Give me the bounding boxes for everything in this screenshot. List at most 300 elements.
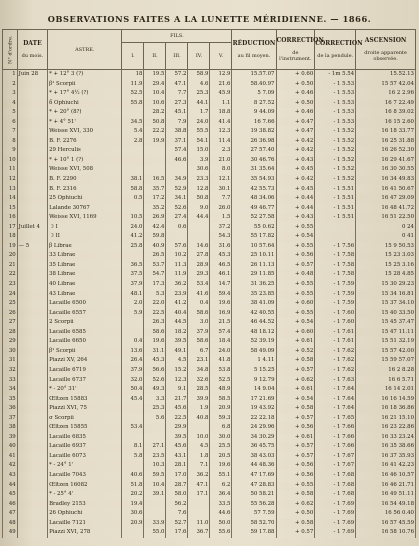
row-fil-iii: 39.5 — [166, 433, 188, 443]
header-correction-instrument — [276, 30, 324, 70]
table-row — [3, 146, 416, 156]
row-fil-ii: 25.3 — [144, 404, 166, 414]
header-date-sub: du mois. — [21, 52, 44, 59]
row-fil-v: 45.9 — [210, 89, 232, 99]
row-fil-iv: 29.3 — [188, 270, 210, 280]
row-order-number: 5 — [3, 108, 18, 118]
row-order-number: 18 — [3, 232, 18, 242]
row-date — [17, 385, 47, 395]
row-fil-ii: 5.6 — [144, 414, 166, 424]
row-star-name: 35 Librae — [48, 261, 122, 271]
table-row — [3, 213, 416, 223]
row-fil-v: 45.3 — [210, 251, 232, 261]
row-ascension: 15 9 50.53 — [356, 242, 416, 252]
row-fil-v: 2.3 — [210, 146, 232, 156]
row-fil-i: 37.9 — [122, 280, 144, 290]
row-fil-ii: 35.2 — [144, 204, 166, 214]
row-order-number: 17 — [3, 223, 18, 233]
row-correction-pendule: - 1 7.68 — [315, 481, 356, 491]
row-reduction: 55 0.62 — [232, 223, 276, 233]
row-fil-v: 12.9 — [210, 70, 232, 80]
row-reduction: 25 10.11 — [232, 251, 276, 261]
row-reduction: 10 57.64 — [232, 242, 276, 252]
row-fil-iii: 23.9 — [166, 290, 188, 300]
row-date — [17, 251, 47, 261]
row-fil-ii: 33.9 — [144, 519, 166, 529]
row-fil-v: 18.4 — [210, 337, 232, 347]
row-star-name: Weisse XVI, 508 — [48, 165, 122, 175]
row-fil-i: 30.6 — [122, 509, 144, 519]
table-row — [3, 347, 416, 357]
row-ascension: 16 49 51.11 — [356, 490, 416, 500]
table-row — [3, 299, 416, 309]
row-date: — 5 — [17, 242, 47, 252]
row-fil-iv: 15.0 — [188, 146, 210, 156]
row-fil-iv: 7.1 — [188, 461, 210, 471]
header-order: N° d'ordre. — [3, 30, 18, 70]
row-reduction: 48 34.06 — [232, 194, 276, 204]
row-fil-i — [122, 433, 144, 443]
header-reduction — [232, 30, 276, 70]
row-star-name: B. F. 2316 — [48, 185, 122, 195]
row-order-number: 24 — [3, 290, 18, 300]
row-star-name: β Librae — [48, 242, 122, 252]
row-reduction: 47 28.83 — [232, 481, 276, 491]
row-fil-iii: 4.5 — [166, 356, 188, 366]
row-reduction: 15.57.07 — [232, 70, 276, 80]
row-fil-v: 6.2 — [210, 481, 232, 491]
header-reduction-sub: au fil moyen. — [237, 52, 271, 59]
row-star-name: Weisse XVI, 330 — [48, 127, 122, 137]
row-correction-pendule: - 1 7.58 — [315, 251, 356, 261]
table-row — [3, 108, 416, 118]
header-fil-iv: IV. — [188, 43, 210, 70]
row-ascension: 15 25 3.16 — [356, 261, 416, 271]
row-date — [17, 270, 47, 280]
row-correction-pendule: - 1 5.51 — [315, 204, 356, 214]
row-ascension: 15 37 34.10 — [356, 299, 416, 309]
table-row — [3, 423, 416, 433]
row-star-name: Piazzi XV, 264 — [48, 356, 122, 366]
row-fil-ii: 10.6 — [144, 99, 166, 109]
row-correction-instrument: + 0.47 — [276, 118, 315, 128]
observations-table — [2, 29, 416, 538]
row-correction-instrument: + 0.42 — [276, 137, 315, 147]
row-fil-iii: 45.1 — [166, 108, 188, 118]
row-date — [17, 471, 47, 481]
row-date — [17, 461, 47, 471]
row-date — [17, 442, 47, 452]
row-fil-iii: 12.3 — [166, 376, 188, 386]
row-fil-iii: 52.7 — [166, 519, 188, 529]
row-correction-instrument: + 0.60 — [276, 328, 315, 338]
row-star-name: β¹ Scorpii — [48, 347, 122, 357]
row-ascension: 16 30 30.55 — [356, 165, 416, 175]
row-fil-iv: 23.1 — [188, 356, 210, 366]
row-star-name: * - 24° 1' — [48, 461, 122, 471]
row-fil-ii: 42.4 — [144, 223, 166, 233]
row-correction-instrument: + 0.54 — [276, 395, 315, 405]
row-correction-pendule: - 1 7.62 — [315, 366, 356, 376]
row-fil-iv — [188, 500, 210, 510]
table-row — [3, 509, 416, 519]
row-fil-v: 59.4 — [210, 290, 232, 300]
row-order-number: 35 — [3, 395, 18, 405]
row-fil-iii: 29.9 — [166, 423, 188, 433]
row-date — [17, 290, 47, 300]
row-date — [17, 519, 47, 529]
row-correction-pendule: - 1 7.69 — [315, 528, 356, 538]
row-fil-iii: 10.2 — [166, 251, 188, 261]
row-fil-iv: 0.4 — [188, 299, 210, 309]
row-fil-i: 24.0 — [122, 223, 144, 233]
row-correction-instrument: + 0.55 — [276, 223, 315, 233]
row-fil-iii: 17.0 — [166, 471, 188, 481]
row-correction-pendule: - 1 7.60 — [315, 309, 356, 319]
row-fil-iv: 3.0 — [188, 318, 210, 328]
row-reduction: 38 43.03 — [232, 452, 276, 462]
row-fil-v: 54.3 — [210, 232, 232, 242]
row-correction-instrument: + 0.60 — [276, 70, 315, 80]
row-star-name: Lacaille 6073 — [48, 452, 122, 462]
row-fil-ii: 26.3 — [144, 318, 166, 328]
row-fil-ii: 49.3 — [144, 385, 166, 395]
row-fil-v: 57.4 — [210, 328, 232, 338]
row-correction-instrument: + 0.55 — [276, 309, 315, 319]
row-star-name: Lacaille 6585 — [48, 328, 122, 338]
row-reduction: 22 22.18 — [232, 414, 276, 424]
table-row — [3, 185, 416, 195]
row-fil-i: 55.8 — [122, 99, 144, 109]
row-fil-i: 5.9 — [122, 309, 144, 319]
row-order-number: 41 — [3, 452, 18, 462]
table-row — [3, 165, 416, 175]
row-fil-v: 36.4 — [210, 490, 232, 500]
row-fil-i: 51.8 — [122, 481, 144, 491]
row-fil-iv: 23.3 — [188, 175, 210, 185]
table-row — [3, 490, 416, 500]
row-fil-iii: 7.9 — [166, 118, 188, 128]
row-correction-pendule: - 1 7.68 — [315, 471, 356, 481]
row-ascension: 16 21 15.10 — [356, 414, 416, 424]
row-date: Juin 28 — [17, 70, 47, 80]
row-fil-i: 0.4 — [122, 337, 144, 347]
row-correction-pendule: - 1 5.51 — [315, 185, 356, 195]
row-fil-iv: 54.1 — [188, 137, 210, 147]
row-reduction: 29 11.85 — [232, 270, 276, 280]
table-row — [3, 89, 416, 99]
row-star-name: 43 Librae — [48, 290, 122, 300]
table-row — [3, 461, 416, 471]
row-fil-ii — [144, 423, 166, 433]
row-reduction: 50 58.21 — [232, 490, 276, 500]
row-fil-iv — [188, 509, 210, 519]
row-fil-v: 8.0 — [210, 165, 232, 175]
row-correction-instrument: + 0.42 — [276, 146, 315, 156]
row-star-name: 2 Scorpii — [48, 318, 122, 328]
row-correction-pendule: - 1 5.51 — [315, 213, 356, 223]
row-fil-v: 55.1 — [210, 471, 232, 481]
row-order-number: 12 — [3, 175, 18, 185]
row-ascension: 16 34 49.83 — [356, 175, 416, 185]
row-order-number: 6 — [3, 118, 18, 128]
row-fil-v: 7.7 — [210, 194, 232, 204]
row-order-number: 4 — [3, 99, 18, 109]
row-fil-i: 18 — [122, 70, 144, 80]
row-correction-instrument: + 0.47 — [276, 127, 315, 137]
row-ascension: 15 51 32.19 — [356, 337, 416, 347]
row-fil-v: 50.0 — [210, 519, 232, 529]
header-corr-pend-sub: de la pendule. — [317, 52, 354, 59]
row-correction-pendule: - 1 7.64 — [315, 404, 356, 414]
row-fil-i: 48.1 — [122, 290, 144, 300]
row-fil-i: 19.4 — [122, 500, 144, 510]
row-fil-ii — [144, 433, 166, 443]
row-star-name: 29 Herculis — [48, 146, 122, 156]
row-fil-iv: 12.8 — [188, 185, 210, 195]
row-fil-i: 25.8 — [122, 242, 144, 252]
row-correction-instrument: + 0.55 — [276, 481, 315, 491]
row-reduction: 58 49.09 — [232, 347, 276, 357]
row-correction-pendule: - 1 7.60 — [315, 318, 356, 328]
row-fil-iii: 41.2 — [166, 299, 188, 309]
row-fil-iv: 30.6 — [188, 165, 210, 175]
row-date — [17, 433, 47, 443]
row-fil-iv: 4.5 — [188, 442, 210, 452]
row-date — [17, 481, 47, 491]
row-fil-ii: 16.5 — [144, 175, 166, 185]
row-reduction: 19 43.92 — [232, 404, 276, 414]
row-order-number: 25 — [3, 299, 18, 309]
row-fil-i: 11.9 — [122, 80, 144, 90]
row-date — [17, 328, 47, 338]
row-reduction: 9 44.09 — [232, 108, 276, 118]
table-row — [3, 519, 416, 529]
row-ascension: 16 23 22.86 — [356, 423, 416, 433]
row-ascension: 16 16 14.59 — [356, 395, 416, 405]
row-correction-instrument: + 0.57 — [276, 442, 315, 452]
row-date — [17, 185, 47, 195]
row-star-name: 33 Librae — [48, 251, 122, 261]
row-fil-iii: 34.1 — [166, 194, 188, 204]
row-ascension: 16 48 41.72 — [356, 204, 416, 214]
row-fil-iii — [166, 165, 188, 175]
row-fil-i — [122, 404, 144, 414]
row-fil-v: 31.6 — [210, 242, 232, 252]
row-date — [17, 337, 47, 347]
row-reduction: 31 35.64 — [232, 165, 276, 175]
row-correction-instrument: + 0.55 — [276, 290, 315, 300]
row-date — [17, 500, 47, 510]
row-star-name: Lacaille 6557 — [48, 309, 122, 319]
row-reduction: 26 11.13 — [232, 261, 276, 271]
row-order-number: 39 — [3, 433, 18, 443]
row-fil-v: 53.8 — [210, 366, 232, 376]
row-fil-v: 16.9 — [210, 309, 232, 319]
row-correction-pendule: - 1 7.58 — [315, 261, 356, 271]
row-reduction: 27 57.40 — [232, 146, 276, 156]
row-correction-pendule: - 1 7.68 — [315, 490, 356, 500]
row-order-number: 7 — [3, 127, 18, 137]
header-fil-i: I. — [122, 43, 144, 70]
row-fil-ii — [144, 509, 166, 519]
row-fil-ii: 58.6 — [144, 328, 166, 338]
row-correction-pendule: - 1 5.51 — [315, 194, 356, 204]
row-ascension: 15 30 29.23 — [356, 280, 416, 290]
row-fil-v: 24.0 — [210, 347, 232, 357]
row-fil-ii: 22.0 — [144, 299, 166, 309]
row-fil-iv: 28.9 — [188, 261, 210, 271]
row-fil-i — [122, 414, 144, 424]
row-date — [17, 156, 47, 166]
row-ascension: 16 25 31.88 — [356, 137, 416, 147]
row-fil-iii: 52.6 — [166, 204, 188, 214]
row-reduction: 5 7.09 — [232, 89, 276, 99]
row-ascension: 15 23 3.03 — [356, 251, 416, 261]
row-ascension: 16 56 0.40 — [356, 509, 416, 519]
row-fil-iv: 25.3 — [188, 89, 210, 99]
row-correction-instrument: + 0.52 — [276, 347, 315, 357]
row-fil-iv: 37.9 — [188, 328, 210, 338]
row-reduction: 30 46.76 — [232, 156, 276, 166]
row-order-number: 40 — [3, 442, 18, 452]
row-star-name: 40 Librae — [48, 280, 122, 290]
row-date — [17, 175, 47, 185]
row-fil-ii: 22.5 — [144, 309, 166, 319]
row-correction-pendule: - 1 7.64 — [315, 395, 356, 405]
row-fil-iv: 34.8 — [188, 366, 210, 376]
row-correction-pendule: - 1 7.65 — [315, 414, 356, 424]
row-reduction: 35 54.93 — [232, 175, 276, 185]
row-fil-v: 12.1 — [210, 175, 232, 185]
row-correction-pendule: - 1 7.63 — [315, 376, 356, 386]
row-date — [17, 108, 47, 118]
row-fil-i — [122, 165, 144, 175]
row-date — [17, 118, 47, 128]
row-fil-i: 58.8 — [122, 185, 144, 195]
row-correction-instrument: + 0.43 — [276, 213, 315, 223]
row-fil-ii: 19.6 — [144, 337, 166, 347]
table-row — [3, 118, 416, 128]
row-ascension: 16 41 50.67 — [356, 185, 416, 195]
row-correction-instrument: + 0.44 — [276, 194, 315, 204]
row-correction-instrument: + 0.61 — [276, 433, 315, 443]
row-correction-pendule — [315, 223, 356, 233]
row-fil-i: 36.5 — [122, 261, 144, 271]
row-fil-v: 1.1 — [210, 99, 232, 109]
row-fil-iv — [188, 423, 210, 433]
row-fil-iv — [188, 223, 210, 233]
table-row — [3, 404, 416, 414]
row-correction-pendule: - 1 7.59 — [315, 280, 356, 290]
row-fil-iv: 28.5 — [188, 385, 210, 395]
row-fil-iii: 38.8 — [166, 127, 188, 137]
row-correction-instrument: + 0.57 — [276, 528, 315, 538]
row-reduction: 59 17.88 — [232, 528, 276, 538]
row-fil-ii: 26.9 — [144, 213, 166, 223]
row-fil-ii: 59.8 — [144, 232, 166, 242]
row-correction-instrument: + 0.58 — [276, 490, 315, 500]
row-order-number: 34 — [3, 385, 18, 395]
row-fil-ii: 55.0 — [144, 528, 166, 538]
row-fil-v: 33.5 — [210, 500, 232, 510]
row-order-number: 16 — [3, 213, 18, 223]
row-fil-iv: 11.0 — [188, 519, 210, 529]
row-fil-i — [122, 251, 144, 261]
table-row — [3, 318, 416, 328]
row-fil-iii: 34.9 — [166, 175, 188, 185]
row-ascension: 16 2 2.96 — [356, 89, 416, 99]
row-date — [17, 80, 47, 90]
row-reduction: 31 36.25 — [232, 280, 276, 290]
row-order-number: 29 — [3, 337, 18, 347]
row-correction-instrument: + 0.61 — [276, 385, 315, 395]
page-title: OBSERVATIONS FAITES A LA LUNETTE MÉRIDIENNE. — 1866. — [47, 14, 372, 24]
row-correction-instrument: + 0.44 — [276, 204, 315, 214]
row-fil-v: 12.3 — [210, 127, 232, 137]
row-correction-pendule: - 1 7.59 — [315, 299, 356, 309]
row-fil-iii: 18.2 — [166, 328, 188, 338]
row-date — [17, 165, 47, 175]
row-reduction: 1 4.11 — [232, 356, 276, 366]
row-fil-iv: 6.7 — [188, 347, 210, 357]
row-fil-iv: 3.9 — [188, 156, 210, 166]
row-fil-i — [122, 461, 144, 471]
row-ascension: 16 29 41.67 — [356, 156, 416, 166]
row-date — [17, 423, 47, 433]
row-order-number: 42 — [3, 461, 18, 471]
row-date — [17, 414, 47, 424]
row-correction-pendule: - 1 7.61 — [315, 337, 356, 347]
row-order-number: 23 — [3, 280, 18, 290]
row-correction-pendule: - 1 7.69 — [315, 519, 356, 529]
row-fil-iv: 36.2 — [188, 471, 210, 481]
row-correction-pendule: - 1 7.66 — [315, 433, 356, 443]
row-date — [17, 89, 47, 99]
row-fil-iv: 47.1 — [188, 481, 210, 491]
row-fil-iii: 43.1 — [166, 452, 188, 462]
row-fil-iv: 17.1 — [188, 490, 210, 500]
row-fil-iii: 57.6 — [166, 242, 188, 252]
row-ascension: 16 47 29.09 — [356, 194, 416, 204]
row-star-name: δ Ophiuchi — [48, 99, 122, 109]
header-correction-pendule — [315, 30, 363, 70]
row-date — [17, 404, 47, 414]
header-fil-iii: III. — [166, 43, 188, 70]
row-order-number: 14 — [3, 194, 18, 204]
row-correction-pendule: - 1 5.53 — [315, 118, 356, 128]
row-fil-iii: 57.2 — [166, 70, 188, 80]
header-ascension-label: ASCENSION — [364, 36, 407, 44]
row-correction-instrument: + 0.55 — [276, 280, 315, 290]
row-ascension: 16 54 49.18 — [356, 500, 416, 510]
row-fil-ii: 10.4 — [144, 89, 166, 99]
header-astre: ASTRE. — [48, 30, 122, 70]
row-reduction: 47 17.69 — [232, 471, 276, 481]
row-fil-v: 19.6 — [210, 461, 232, 471]
header-ascension — [356, 30, 416, 70]
row-order-number: 21 — [3, 261, 18, 271]
table-row — [3, 223, 416, 233]
row-fil-iv: 58.9 — [188, 70, 210, 80]
row-correction-pendule — [315, 232, 356, 242]
row-fil-i: 50.4 — [122, 385, 144, 395]
row-reduction: 42 55.73 — [232, 185, 276, 195]
row-fil-ii: 27.1 — [144, 442, 166, 452]
row-ascension: 16 15 2.60 — [356, 118, 416, 128]
row-fil-i: 38.1 — [122, 175, 144, 185]
row-fil-i: 26.4 — [122, 356, 144, 366]
